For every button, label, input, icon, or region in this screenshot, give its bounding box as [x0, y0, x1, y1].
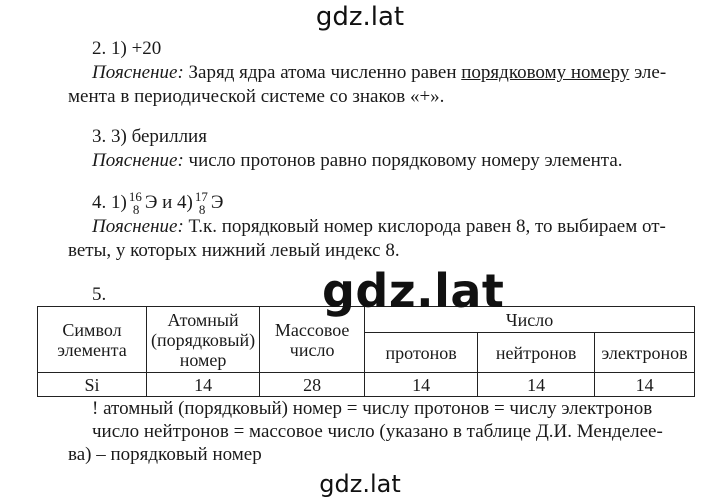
isotope-1: [127, 189, 145, 217]
isotope-2-mass: 17: [194, 189, 208, 204]
note-2: число нейтронов = массовое число (указано в таблице Д.И. Менделее-: [92, 421, 663, 442]
q2-text-before: Заряд ядра атома численно равен: [188, 62, 457, 83]
table-row: [38, 373, 695, 397]
q2-label: Пояснение:: [92, 62, 184, 83]
note-1: ! атомный (порядковый) номер = числу протонов = числу электронов: [92, 398, 653, 419]
cell-electrons: 14: [595, 373, 695, 397]
q3-text: число протонов равно порядковому номеру элемента.: [188, 150, 623, 171]
header-atomic-line2: (порядковый): [151, 329, 256, 350]
isotope-2-number: 8: [198, 202, 206, 217]
q3-label: Пояснение:: [92, 150, 184, 171]
isotope-1-number: 8: [132, 202, 140, 217]
cell-atomic: 14: [147, 373, 260, 397]
cell-neutrons: 14: [478, 373, 595, 397]
q3-answer: 3. 3) бериллия: [92, 126, 207, 147]
q5-number: 5.: [92, 284, 107, 305]
header-atomic-line3: номер: [179, 349, 227, 370]
header-atomic-line1: Атомный: [167, 309, 239, 330]
header-symbol: [38, 307, 147, 373]
isotope-1-mass: 16: [128, 189, 142, 204]
q2-answer: 2. 1) +20: [92, 38, 162, 59]
header-electrons: электронов: [595, 333, 695, 373]
q2-explanation: [92, 62, 666, 84]
watermark-middle: gdz.lat: [322, 264, 505, 318]
header-mass-line2: число: [289, 339, 335, 360]
watermark-bottom: gdz.lat: [319, 470, 401, 498]
isotope-2: [193, 189, 211, 217]
q2-line2: мента в периодической системе со знаков «+».: [68, 86, 445, 107]
header-atomic: [147, 307, 260, 373]
q4-explanation: [92, 216, 666, 238]
q4-answer: [92, 189, 224, 217]
header-neutrons: нейтронов: [478, 333, 595, 373]
cell-protons: 14: [365, 373, 478, 397]
q4-text: Т.к. порядковый номер кислорода равен 8, то выбираем от-: [188, 216, 666, 237]
q4-prefix: 4. 1): [92, 192, 127, 213]
q4-connector: и 4): [162, 192, 193, 213]
q2-underlined: порядковому номеру: [461, 62, 630, 83]
cell-symbol: Si: [38, 373, 147, 397]
header-symbol-line1: Символ: [62, 319, 122, 340]
q3-explanation: [92, 150, 623, 172]
q4-label: Пояснение:: [92, 216, 184, 237]
header-count: Число: [365, 307, 695, 333]
q2-text-after: эле-: [634, 62, 667, 83]
cell-mass: 28: [260, 373, 365, 397]
isotope-1-symbol: Э: [144, 192, 158, 213]
header-protons: протонов: [365, 333, 478, 373]
watermark-top: gdz.lat: [315, 2, 405, 32]
note-3: ва) – порядковый номер: [68, 444, 262, 465]
header-symbol-line2: элемента: [57, 339, 127, 360]
element-table: [37, 306, 695, 397]
isotope-2-symbol: Э: [210, 192, 224, 213]
q4-line2: веты, у которых нижний левый индекс 8.: [68, 240, 400, 261]
header-mass-line1: Массовое: [274, 319, 350, 340]
